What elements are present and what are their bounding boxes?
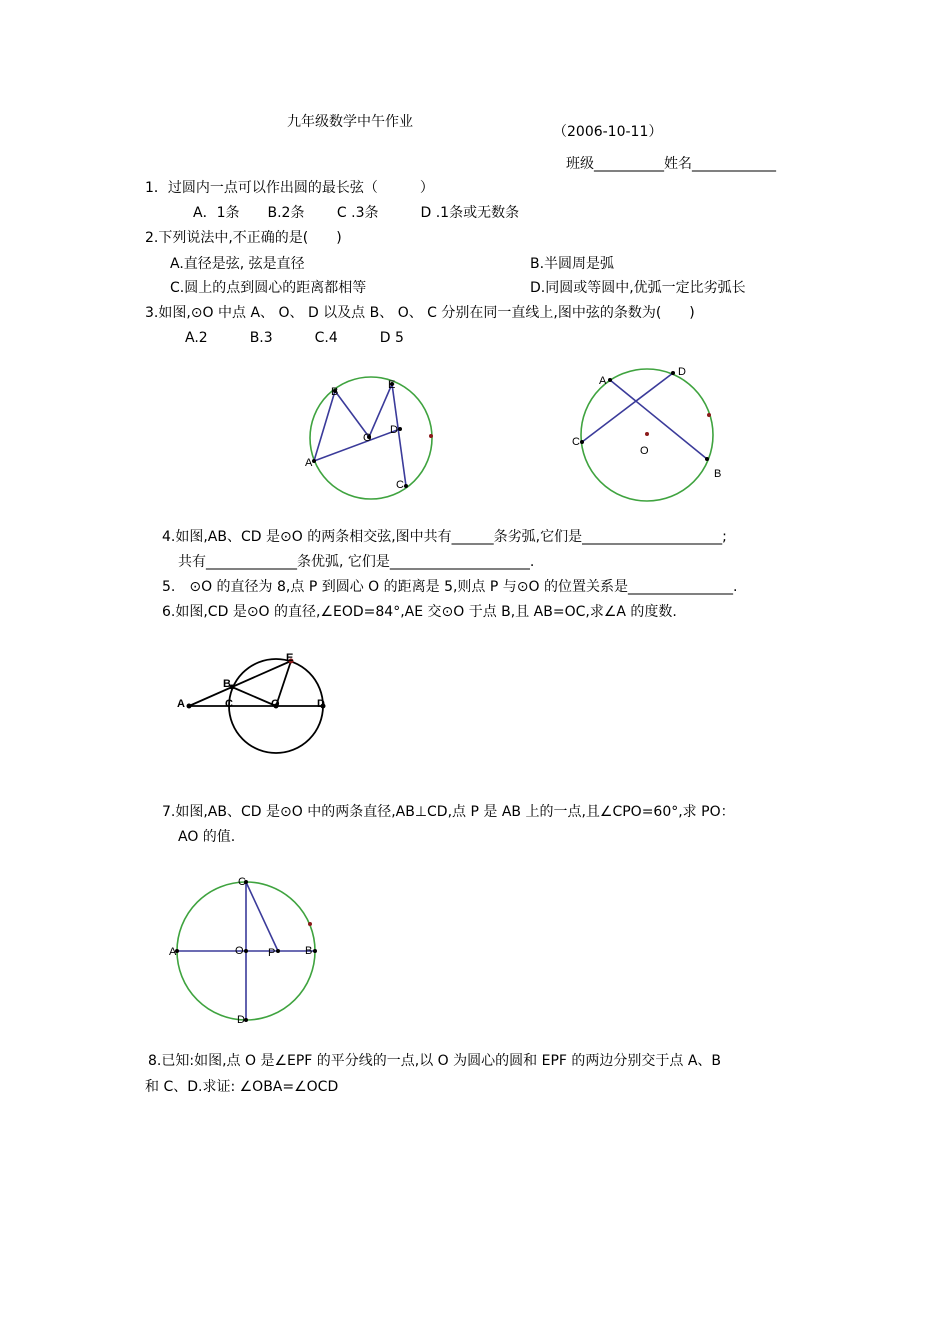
label-a: A bbox=[305, 457, 313, 469]
question-2-option-d: D.同圆或等圆中,优弧一定比劣弧长 bbox=[530, 280, 746, 296]
point-d bbox=[398, 427, 402, 431]
point-c bbox=[404, 484, 408, 488]
label-p: P bbox=[268, 947, 276, 959]
class-name-field: 班级__________姓名____________ bbox=[566, 156, 776, 172]
question-4-line-1: 4.如图,AB、CD 是⊙O 的两条相交弦,图中共有______条劣弧,它们是____________________; bbox=[162, 529, 727, 545]
label-c: C bbox=[572, 436, 580, 448]
label-o: O bbox=[640, 445, 649, 457]
label-e: E bbox=[286, 652, 294, 664]
point-p bbox=[276, 949, 280, 953]
label-a: A bbox=[599, 375, 607, 387]
label-d: D bbox=[237, 1014, 245, 1026]
point-a bbox=[187, 704, 192, 709]
label-e: E bbox=[388, 379, 396, 391]
segment-cp bbox=[246, 882, 278, 951]
point-c bbox=[580, 440, 584, 444]
figure-3a-diagram bbox=[300, 370, 440, 505]
question-1-stem: 1．过圆内一点可以作出圆的最长弦（ ） bbox=[145, 180, 434, 196]
point-a bbox=[608, 378, 612, 382]
figure-3b-diagram bbox=[565, 362, 735, 502]
figure-6-diagram bbox=[170, 645, 340, 760]
question-8-line-2: 和 C、D.求证: ∠OBA=∠OCD bbox=[145, 1079, 339, 1095]
segment-oe bbox=[369, 384, 392, 437]
label-d: D bbox=[390, 424, 398, 436]
question-7-line-1: 7.如图,AB、CD 是⊙O 中的两条直径,AB⊥CD,点 P 是 AB 上的一点,且∠CPO=60°,求 PO： bbox=[162, 804, 735, 820]
label-b: B bbox=[714, 468, 722, 480]
label-d: D bbox=[678, 366, 686, 378]
label-d: D bbox=[317, 698, 325, 710]
label-a: A bbox=[169, 946, 177, 958]
question-2-option-b: B.半圆周是弧 bbox=[530, 256, 615, 272]
point-a bbox=[312, 459, 316, 463]
label-o: O bbox=[271, 698, 280, 710]
question-5-stem: 5. ⊙O 的直径为 8,点 P 到圆心 O 的距离是 5,则点 P 与⊙O 的位置关系是_______________. bbox=[162, 579, 738, 595]
label-a: A bbox=[177, 698, 185, 710]
label-b: B bbox=[305, 945, 313, 957]
question-3-options: A.2 B.3 C.4 D 5 bbox=[185, 330, 404, 346]
question-1-options: A．1条 B.2条 C .3条 D .1条或无数条 bbox=[193, 205, 520, 221]
point-o bbox=[645, 432, 649, 436]
circle-handle bbox=[707, 413, 711, 417]
label-c: C bbox=[225, 698, 233, 710]
question-2-option-c: C.圆上的点到圆心的距离都相等 bbox=[170, 280, 367, 296]
chord-ab bbox=[610, 380, 707, 459]
circle-handle bbox=[429, 434, 433, 438]
chord-ab bbox=[314, 391, 335, 461]
label-b: B bbox=[331, 386, 339, 398]
label-o: O bbox=[235, 945, 244, 957]
label-c: C bbox=[396, 479, 404, 491]
question-8-line-1: 8.已知:如图,点 O 是∠EPF 的平分线的一点,以 O 为圆心的圆和 EPF 的两边分别交于点 A、B bbox=[148, 1053, 722, 1069]
label-b: B bbox=[223, 678, 231, 690]
question-2-option-a: A.直径是弦, 弦是直径 bbox=[170, 256, 305, 272]
point-b bbox=[705, 457, 709, 461]
figure-7-diagram bbox=[165, 872, 330, 1027]
point-d bbox=[671, 371, 675, 375]
question-7-line-2: AO 的值. bbox=[178, 829, 236, 845]
page-title: 九年级数学中午作业 bbox=[287, 114, 413, 130]
chord-cd bbox=[582, 373, 673, 442]
chord-ad bbox=[314, 429, 400, 461]
segment-bo bbox=[335, 391, 369, 437]
point-o bbox=[244, 949, 248, 953]
question-6-stem: 6.如图,CD 是⊙O 的直径,∠EOD=84°,AE 交⊙O 于点 B,且 AB=OC,求∠A 的度数. bbox=[162, 604, 677, 620]
date-label: （2006-10-11） bbox=[553, 124, 663, 140]
segment-bo bbox=[232, 687, 276, 706]
point-b bbox=[313, 949, 317, 953]
circle-handle bbox=[308, 922, 312, 926]
label-c: C bbox=[238, 876, 246, 888]
question-2-stem: 2.下列说法中,不正确的是( ) bbox=[145, 230, 342, 246]
question-3-stem: 3.如图,⊙O 中点 A、 O、 D 以及点 B、 O、 C 分别在同一直线上,图中弦的条数为( ) bbox=[145, 305, 695, 321]
label-o: O bbox=[363, 432, 372, 444]
question-4-line-2: 共有_____________条优弧, 它们是____________________. bbox=[178, 554, 535, 570]
